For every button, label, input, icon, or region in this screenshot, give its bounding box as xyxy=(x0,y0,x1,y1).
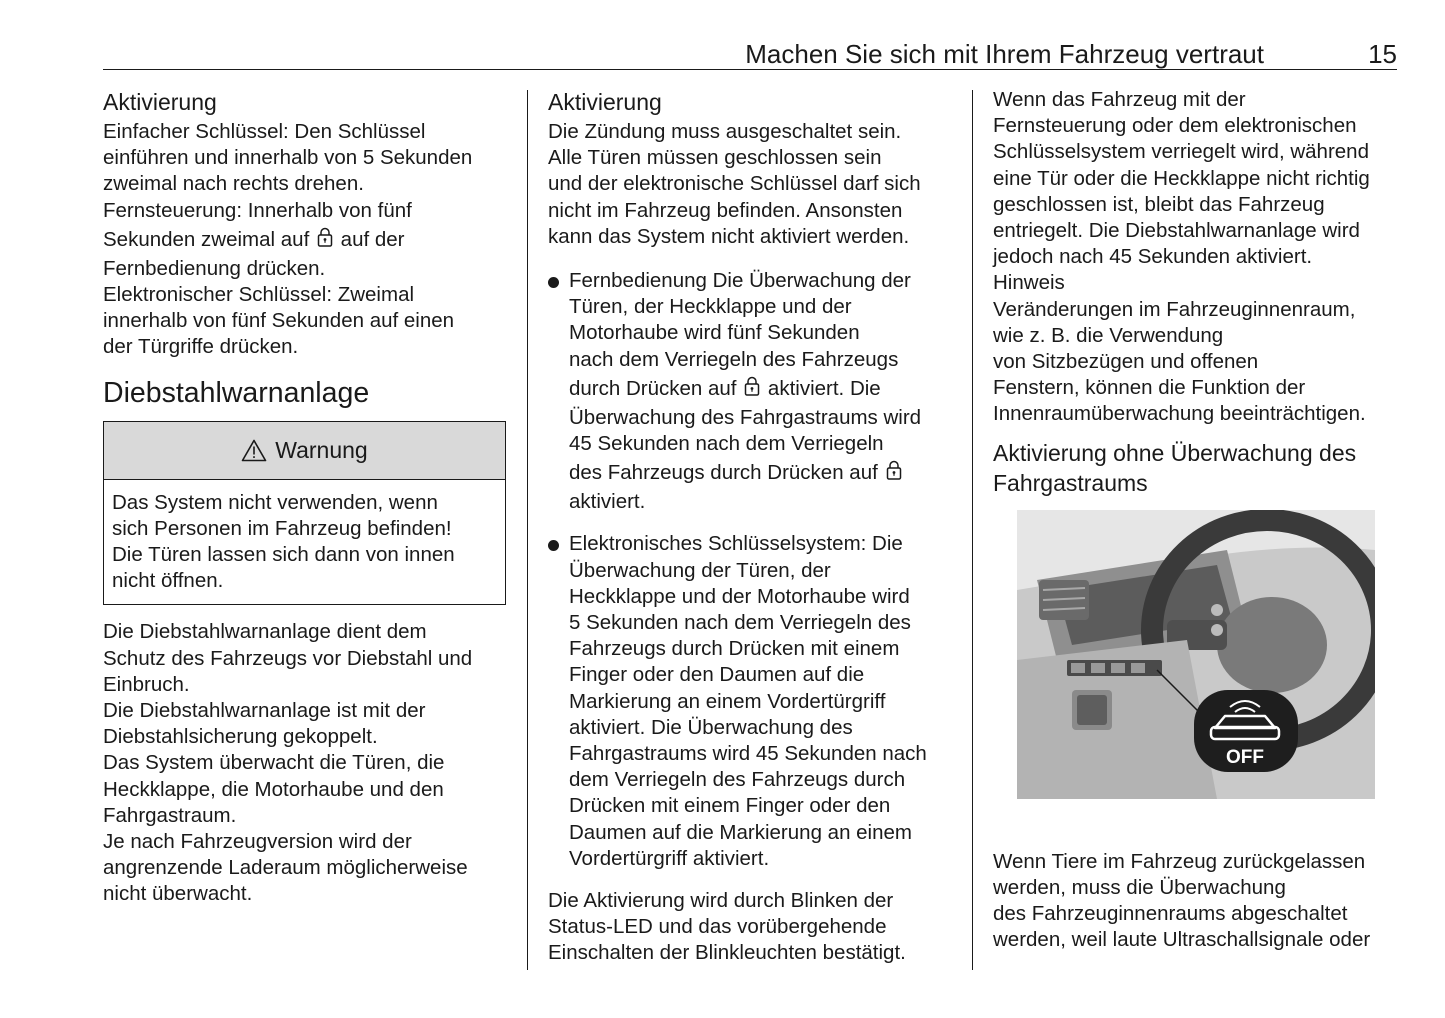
outro-text xyxy=(548,888,958,967)
note-label: Hinweis xyxy=(993,271,1065,295)
text-line: eine Tür oder die Heckklappe nicht richtig xyxy=(993,166,1370,190)
bullet-icon xyxy=(548,277,559,288)
text-line: Überwachung des Fahrgastraums wird xyxy=(569,405,922,429)
text-line: Elektronisches Schlüsselsystem: Die xyxy=(569,532,903,556)
section-title: Diebstahlwarnanlage xyxy=(103,376,370,409)
text-line: entriegelt. Die Diebstahlwarnanlage wird xyxy=(993,219,1360,243)
text-line: Das System überwacht die Türen, die xyxy=(103,751,445,775)
text-line: geschlossen ist, bleibt das Fahrzeug xyxy=(993,192,1325,216)
intro-text xyxy=(548,119,958,250)
list-item xyxy=(548,268,958,515)
text-line: des Fahrzeuginnenraums abgeschaltet xyxy=(993,902,1348,926)
text-line: und der elektronische Schlüssel darf sich xyxy=(548,172,921,196)
list-item xyxy=(548,531,958,872)
text-line: Elektronischer Schlüssel: Zweimal xyxy=(103,283,415,307)
text-line: 45 Sekunden nach dem Verriegeln xyxy=(569,432,884,456)
text-line: Status-LED und das vorübergehende xyxy=(548,915,887,939)
text-line: nicht überwacht. xyxy=(103,882,253,906)
text-line: Alle Türen müssen geschlossen sein xyxy=(548,146,882,170)
text-line: Heckklappe, die Motorhaube und den xyxy=(103,777,444,801)
text-line: Heckklappe und der Motorhaube wird xyxy=(569,584,910,608)
text-line: jedoch nach 45 Sekunden aktiviert. xyxy=(993,245,1313,269)
column-1 xyxy=(103,87,513,908)
text-line: Die Türen lassen sich dann von innen xyxy=(112,543,455,567)
column-divider xyxy=(527,90,528,970)
text-line: Fahrgastraum. xyxy=(103,803,237,827)
text-line: Einbruch. xyxy=(103,672,190,696)
text-line: einführen und innerhalb von 5 Sekunden xyxy=(103,146,473,170)
text-fragment: durch Drücken auf xyxy=(569,376,737,400)
text-line: der Türgriffe drücken. xyxy=(103,335,299,359)
outro-text xyxy=(993,849,1403,954)
heading-line: Fahrgastraums xyxy=(993,469,1148,496)
text-line: 5 Sekunden nach dem Verriegeln des xyxy=(569,611,911,635)
text-line: Türen, der Heckklappe und der xyxy=(569,295,852,319)
text-line: Veränderungen im Fahrzeuginnenraum, xyxy=(993,297,1356,321)
lock-icon xyxy=(886,460,902,480)
section-heading: Aktivierung xyxy=(103,89,217,115)
column-2 xyxy=(548,87,958,967)
text-line xyxy=(569,373,958,405)
text-line: werden, muss die Überwachung xyxy=(993,875,1286,899)
text-line: nicht öffnen. xyxy=(112,569,224,593)
text-line: Drücken mit einem Finger oder den xyxy=(569,794,891,818)
text-line: Einfacher Schlüssel: Den Schlüssel xyxy=(103,120,426,143)
body-text xyxy=(103,619,513,907)
text-line: Die Aktivierung wird durch Blinken der xyxy=(548,889,894,913)
text-line: Je nach Fahrzeugversion wird der xyxy=(103,830,412,854)
text-line: Motorhaube wird fünf Sekunden xyxy=(569,321,860,345)
text-line: werden, weil laute Ultraschallsignale oder xyxy=(993,928,1371,952)
text-line: Markierung an einem Vordertürgriff xyxy=(569,689,886,713)
heading-line: Aktivierung ohne Überwachung des xyxy=(993,439,1357,466)
text-line: wie z. B. die Verwendung xyxy=(993,323,1224,347)
page-number: 15 xyxy=(1368,39,1397,69)
text-fragment: des Fahrzeugs durch Drücken auf xyxy=(569,461,878,485)
text-line: Fernbedienung Die Überwachung der xyxy=(569,269,911,293)
lock-icon xyxy=(317,227,333,247)
text-line: Diebstahlsicherung gekoppelt. xyxy=(103,725,378,749)
dashboard-drawing xyxy=(1017,510,1375,799)
page-header-title: Machen Sie sich mit Ihrem Fahrzeug vertraut xyxy=(745,39,1264,69)
text-line: Fernsteuerung: Innerhalb von fünf xyxy=(103,198,412,222)
text-line: zweimal nach rechts drehen. xyxy=(103,172,364,196)
column-3 xyxy=(993,87,1403,953)
text-line: angrenzende Laderaum möglicherweise xyxy=(103,856,468,880)
text-line: Daumen auf die Markierung an einem xyxy=(569,820,912,844)
text-line: dem Verriegeln des Fahrzeugs durch xyxy=(569,768,906,792)
warning-title: Warnung xyxy=(275,437,368,464)
text-line: Fenstern, können die Funktion der xyxy=(993,376,1306,400)
header-divider xyxy=(103,69,1397,70)
text-line: Fahrgastraums wird 45 Sekunden nach xyxy=(569,742,927,766)
warning-body xyxy=(104,480,505,605)
text-line: Fernsteuerung oder dem elektronischen xyxy=(993,114,1357,138)
warning-header xyxy=(104,422,505,480)
text-line: Einschalten der Blinkleuchten bestätigt. xyxy=(548,941,906,965)
text-line: Innenraumüberwachung beeinträchtigen. xyxy=(993,402,1366,426)
text-line: Die Zündung muss ausgeschaltet sein. xyxy=(548,120,902,143)
text-line: aktiviert. Die Überwachung des xyxy=(569,715,853,739)
lock-icon xyxy=(744,376,760,396)
text-line: Wenn das Fahrzeug mit der xyxy=(993,88,1246,111)
warning-box xyxy=(103,421,506,606)
text-line: sich Personen im Fahrzeug befinden! xyxy=(112,516,452,540)
text-line: Vordertürgriff aktiviert. xyxy=(569,846,770,870)
section-heading xyxy=(993,438,1403,498)
dashboard-illustration xyxy=(1017,510,1375,799)
text-line: Wenn Tiere im Fahrzeug zurückgelassen xyxy=(993,849,1366,873)
text-line: Die Diebstahlwarnanlage dient dem xyxy=(103,620,427,644)
text-line: von Sitzbezügen und offenen xyxy=(993,350,1259,374)
section-heading: Aktivierung xyxy=(548,89,662,115)
text-fragment: auf der xyxy=(340,227,405,251)
text-line: Überwachung der Türen, der xyxy=(569,558,831,582)
text-line: kann das System nicht aktiviert werden. xyxy=(548,224,910,248)
bullet-icon xyxy=(548,540,559,551)
intro-text xyxy=(993,87,1403,270)
text-line: nicht im Fahrzeug befinden. Ansonsten xyxy=(548,198,903,222)
text-line: Schutz des Fahrzeugs vor Diebstahl und xyxy=(103,646,473,670)
text-line xyxy=(569,457,958,489)
text-fragment: Sekunden zweimal auf xyxy=(103,227,310,251)
column-divider xyxy=(972,90,973,970)
warning-triangle-icon xyxy=(241,439,267,462)
text-line xyxy=(103,224,513,256)
text-line: Schlüsselsystem verriegelt wird, während xyxy=(993,140,1369,164)
activation-text xyxy=(103,119,513,361)
text-line: innerhalb von fünf Sekunden auf einen xyxy=(103,309,455,333)
text-line: Fahrzeugs durch Drücken mit einem xyxy=(569,637,900,661)
text-line: aktiviert. xyxy=(569,490,646,514)
text-line: Die Diebstahlwarnanlage ist mit der xyxy=(103,699,426,723)
text-fragment: aktiviert. Die xyxy=(767,376,881,400)
text-line: Das System nicht verwenden, wenn xyxy=(112,490,438,514)
text-line: Fernbedienung drücken. xyxy=(103,256,326,280)
note-text xyxy=(993,297,1403,428)
off-label: OFF xyxy=(1226,746,1264,768)
text-line: nach dem Verriegeln des Fahrzeugs xyxy=(569,347,899,371)
text-line: Finger oder den Daumen auf die xyxy=(569,663,865,687)
